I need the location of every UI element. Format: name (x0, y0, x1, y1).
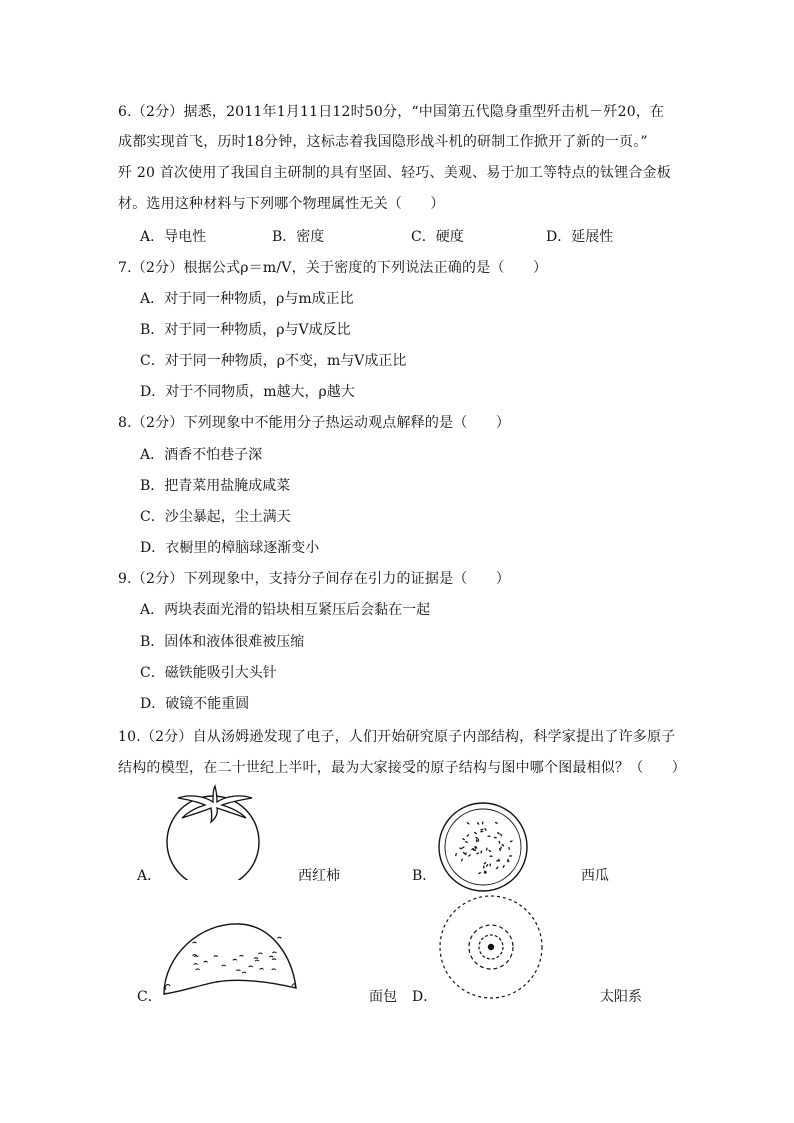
watermelon-seed (480, 829, 483, 831)
bread-icon (160, 916, 300, 1000)
q8-option-b: B．把青菜用盐腌成咸菜 (140, 478, 291, 494)
q10-choice-b-letter: B． (412, 868, 437, 884)
q10-choice-c-caption: 面包 (369, 989, 397, 1005)
watermelon-seed (496, 866, 499, 869)
q6-option-d: D．延展性 (546, 229, 614, 245)
watermelon-seed (501, 844, 504, 847)
q6-line-3: 歼 20 首次使用了我国自主研制的具有坚固、轻巧、美观、易于加工等特点的钛锂合金板 (118, 165, 671, 181)
watermelon-seed (489, 863, 491, 866)
watermelon-seed (495, 822, 498, 825)
watermelon-seed (486, 864, 489, 867)
watermelon-seed (486, 847, 488, 850)
watermelon-seed (502, 865, 505, 868)
q6-line-1: 6.（2分）据悉，2011年1月11日12时50分，“中国第五代隐身重型歼击机－歼20，在 (118, 104, 665, 120)
watermelon-seed (462, 838, 465, 841)
q7-stem: 7.（2分）根据公式ρ＝m/V，关于密度的下列说法正确的是（ ） (118, 260, 548, 276)
q8-stem: 8.（2分）下列现象中不能用分子热运动观点解释的是（ ） (118, 415, 511, 431)
watermelon-seed (466, 822, 469, 825)
q7-option-c: C．对于同一种物质，ρ不变，m与V成正比 (140, 353, 407, 369)
watermelon-seed (508, 847, 510, 850)
watermelon-icon (436, 800, 530, 894)
watermelon-seed (478, 872, 481, 875)
watermelon-seed (509, 855, 512, 857)
q10-choice-a-letter: A． (137, 868, 162, 884)
watermelon-seed (484, 828, 487, 831)
watermelon-seed (461, 858, 464, 861)
watermelon-seed (476, 852, 479, 854)
q10-choice-d-caption: 太阳系 (600, 989, 642, 1005)
q7-option-a: A．对于同一种物质，ρ与m成正比 (140, 291, 354, 307)
q8-option-d: D．衣橱里的樟脑球逐渐变小 (140, 540, 320, 556)
watermelon-seed (478, 839, 479, 842)
watermelon-seed (498, 858, 500, 861)
watermelon-seed (480, 831, 483, 833)
watermelon-seed (510, 840, 513, 843)
watermelon-seed (475, 836, 478, 839)
tomato-icon (160, 784, 270, 880)
watermelon-seed (483, 862, 486, 865)
q9-option-a: A．两块表面光滑的铅块相互紧压后会黏在一起 (140, 602, 431, 618)
q6-option-c: C．硬度 (411, 229, 464, 245)
watermelon-seed (474, 832, 477, 835)
q6-line-2: 成都实现首飞，历时18分钟，这标志着我国隐形战斗机的研制工作掀开了新的一页。” (118, 134, 648, 150)
q9-option-c: C．磁铁能吸引大头针 (140, 665, 277, 681)
q7-option-b: B．对于同一种物质，ρ与V成反比 (140, 322, 351, 338)
watermelon-seed (465, 841, 468, 844)
bread-crumb-mark (278, 937, 282, 938)
watermelon-seed (482, 821, 484, 824)
watermelon-seed (468, 854, 471, 857)
q10-choice-c-letter: C． (137, 989, 162, 1005)
q10-choice-a-caption: 西红柿 (298, 868, 340, 884)
q9-stem: 9.（2分）下列现象中，支持分子间存在引力的证据是（ ） (118, 571, 511, 587)
q7-option-d: D．对于不同物质，m越大，ρ越大 (140, 384, 355, 400)
watermelon-seed (488, 849, 491, 852)
watermelon-seed (465, 852, 467, 855)
solar-system-icon (436, 892, 546, 1002)
watermelon-seed (466, 834, 469, 837)
q6-option-a: A．导电性 (140, 229, 207, 245)
watermelon-seed (459, 847, 462, 849)
watermelon-seed (500, 833, 502, 836)
watermelon-seed (494, 837, 497, 839)
q8-option-a: A．酒香不怕巷子深 (140, 447, 263, 463)
q10-choice-d-letter: D． (412, 989, 438, 1005)
q10-line-1: 10.（2分）自从汤姆逊发现了电子，人们开始研究原子内部结构，科学家提出了许多原子 (118, 729, 676, 745)
watermelon-seed (455, 853, 457, 856)
watermelon-seed (483, 865, 484, 868)
watermelon-seed (480, 850, 482, 853)
q10-line-2: 结构的模型，在二十世纪上半叶，最为大家接受的原子结构与图中哪个图最相似？（ ） (118, 760, 686, 776)
watermelon-seed (489, 856, 492, 857)
q10-choice-b-caption: 西瓜 (581, 868, 609, 884)
q6-line-4: 材。选用这种材料与下列哪个物理属性无关（ ） (118, 196, 445, 212)
watermelon-seed (498, 840, 500, 843)
q6-option-b: B．密度 (272, 229, 325, 245)
q8-option-c: C．沙尘暴起，尘土满天 (140, 509, 291, 525)
q9-option-b: B．固体和液体很难被压缩 (140, 634, 305, 650)
watermelon-seed (477, 822, 480, 825)
watermelon-seed (476, 839, 478, 842)
watermelon-seed (487, 835, 490, 837)
q9-option-d: D．破镜不能重圆 (140, 696, 250, 712)
watermelon-seed (497, 832, 500, 835)
